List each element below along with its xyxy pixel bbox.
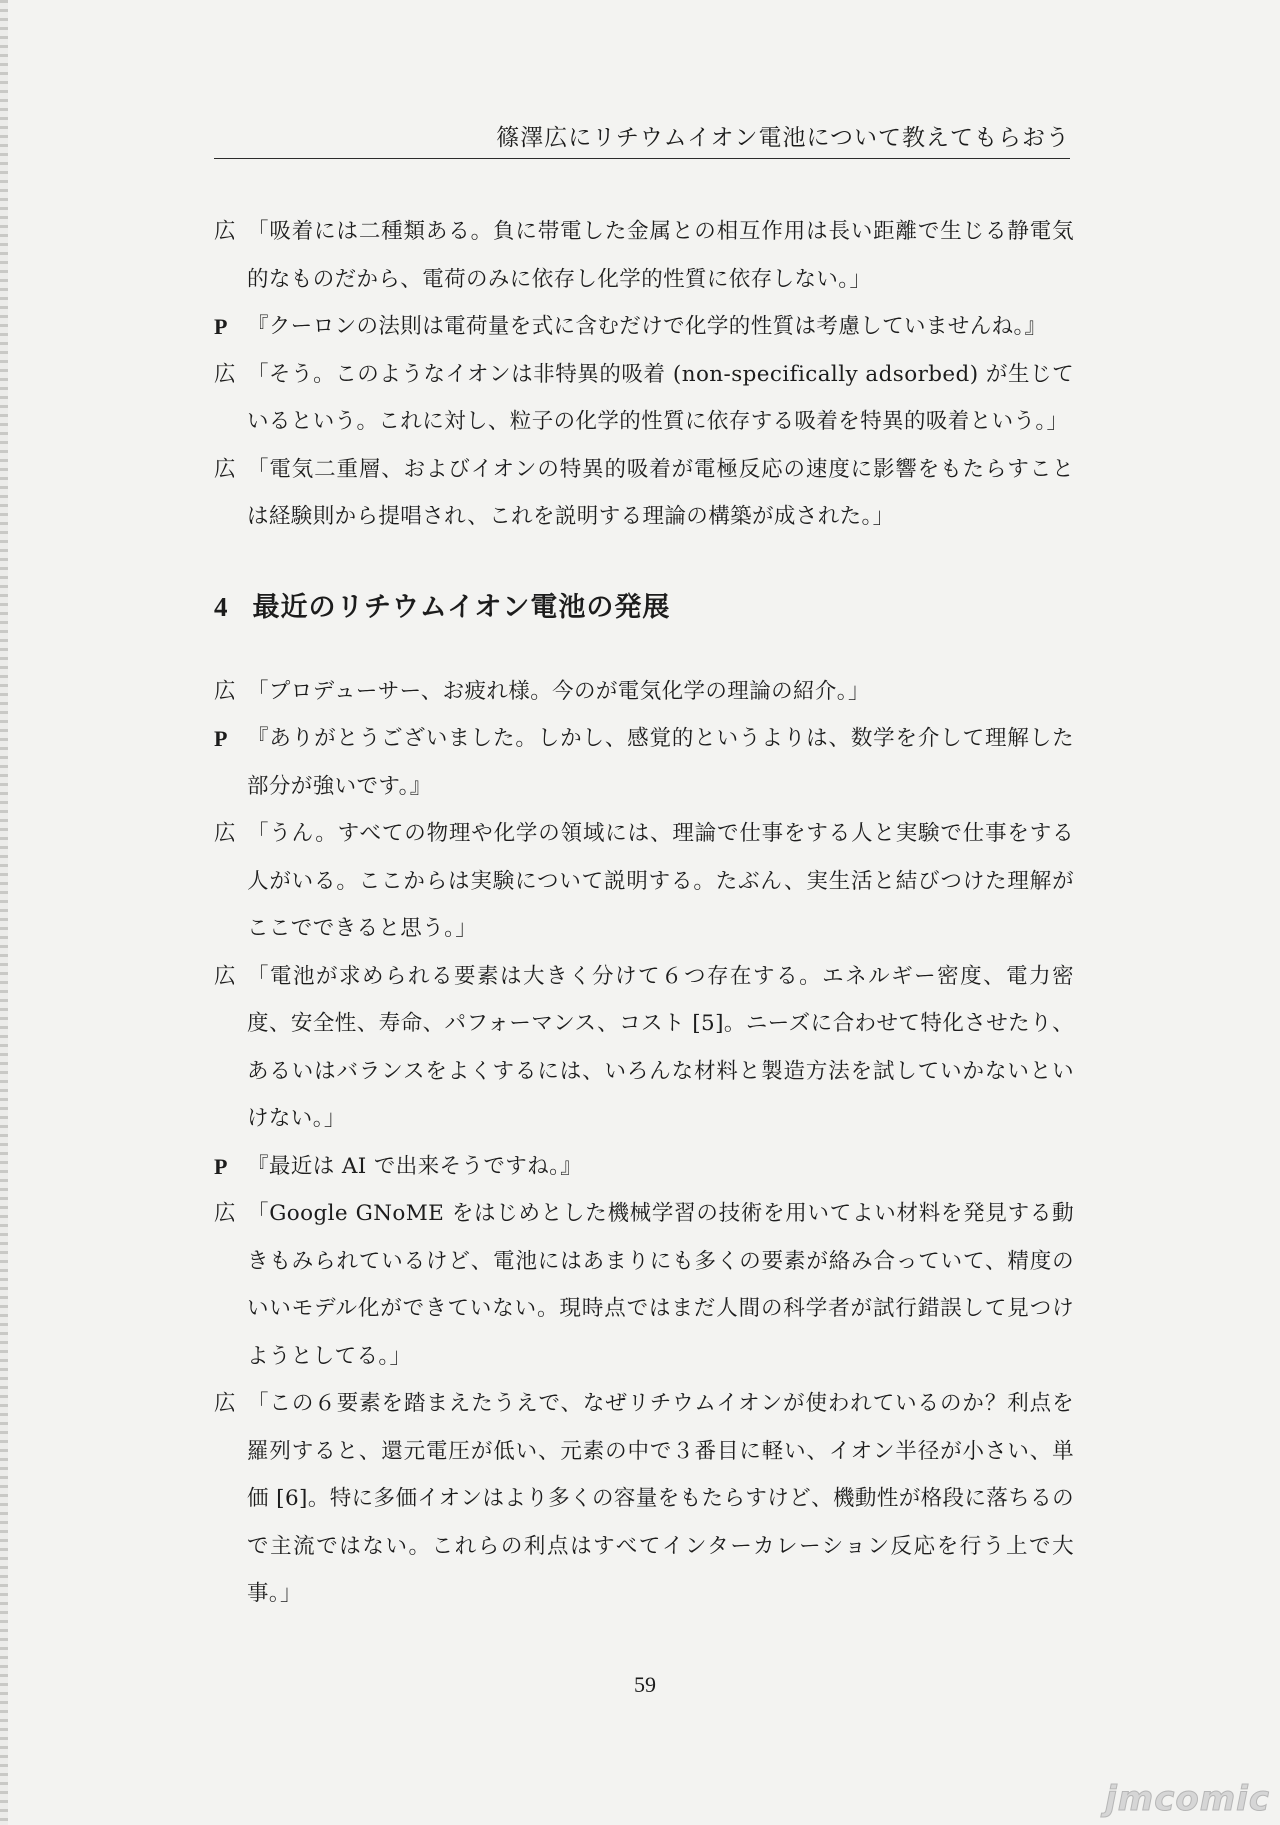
dialogue-paragraph <box>214 303 1074 351</box>
dialogue-text: 『ありがとうございました。しかし、感覚的というよりは、数学を介して理解した部分が強いです。』 <box>247 726 1074 799</box>
speaker-label: P <box>214 726 228 751</box>
speaker-label: P <box>214 1153 228 1179</box>
watermark-logo: jmcomic <box>1105 1779 1270 1819</box>
speaker-label: 広 <box>214 219 236 244</box>
dialogue-text: 「Google GNoME をはじめとした機械学習の技術を用いてよい材料を発見する動きもみられているけど、電池にはあまりにも多くの要素が絡み合っていて、精度のいいモデル化ができていない。現時点ではまだ人間の科学者が試行錯誤して見つけようとしてる。」 <box>247 1201 1074 1369</box>
section-number: 4 <box>214 591 229 622</box>
dialogue-paragraph <box>214 208 1074 303</box>
dialogue-paragraph <box>214 715 1074 810</box>
section-heading <box>214 587 1074 628</box>
dialogue-paragraph <box>214 446 1074 541</box>
speaker-label: 広 <box>214 361 236 387</box>
dialogue-text: 「電池が求められる要素は大きく分けて６つ存在する。エネルギー密度、電力密度、安全性、寿命、パフォーマンス、コスト [5]。ニーズに合わせて特化させたり、あるいはバランスをよくするには、いろんな材料と製造方法を試していかないといけない。」 <box>247 963 1074 1131</box>
speaker-label: 広 <box>214 1391 236 1416</box>
dialogue-text: 『クーロンの法則は電荷量を式に含むだけで化学的性質は考慮していませんね。』 <box>247 314 1047 339</box>
dialogue-paragraph <box>214 810 1074 953</box>
page-binding-edge <box>0 0 8 1825</box>
running-header: 篠澤広にリチウムイオン電池について教えてもらおう <box>214 118 1070 159</box>
dialogue-text: 「この６要素を踏まえたうえで、なぜリチウムイオンが使われているのか？利点を羅列すると、還元電圧が低い、元素の中で３番目に軽い、イオン半径が小さい、単価 [6]。特に多価イオンはより多くの容量をもたらすけど、機動性が格段に落ちるので主流ではない。これらの利点はすべてインターカレーション反応を行う上で大事。」 <box>247 1391 1074 1606</box>
speaker-label: P <box>214 314 228 339</box>
dialogue-paragraph <box>214 351 1074 446</box>
dialogue-paragraph <box>214 1143 1074 1191</box>
speaker-label: 広 <box>214 678 236 704</box>
section-title-text: 最近のリチウムイオン電池の発展 <box>252 591 671 623</box>
dialogue-text: 「そう。このようなイオンは非特異的吸着 (non-specifically adsorbed) が生じているという。これに対し、粒子の化学的性質に依存する吸着を特異的吸着という。」 <box>247 361 1074 434</box>
dialogue-text: 「電気二重層、およびイオンの特異的吸着が電極反応の速度に影響をもたらすことは経験則から提唱され、これを説明する理論の構築が成された。」 <box>247 456 1074 529</box>
dialogue-paragraph <box>214 953 1074 1143</box>
speaker-label: 広 <box>214 821 236 846</box>
page-body <box>214 208 1074 1618</box>
speaker-label: 広 <box>214 963 236 989</box>
dialogue-text: 「プロデューサー、お疲れ様。今のが電気化学の理論の紹介。」 <box>247 678 870 704</box>
dialogue-paragraph <box>214 1190 1074 1380</box>
dialogue-text: 「吸着には二種類ある。負に帯電した金属との相互作用は長い距離で生じる静電気的なものだから、電荷のみに依存し化学的性質に依存しない。」 <box>247 219 1074 292</box>
dialogue-paragraph <box>214 1380 1074 1618</box>
dialogue-paragraph <box>214 668 1074 716</box>
dialogue-text: 『最近は AI で出来そうですね。』 <box>247 1153 583 1179</box>
page-number: 59 <box>634 1672 656 1697</box>
speaker-label: 広 <box>214 456 236 482</box>
dialogue-text: 「うん。すべての物理や化学の領域には、理論で仕事をする人と実験で仕事をする人がいる。ここからは実験について説明する。たぶん、実生活と結びつけた理解がここでできると思う。」 <box>247 821 1074 941</box>
speaker-label: 広 <box>214 1201 236 1226</box>
